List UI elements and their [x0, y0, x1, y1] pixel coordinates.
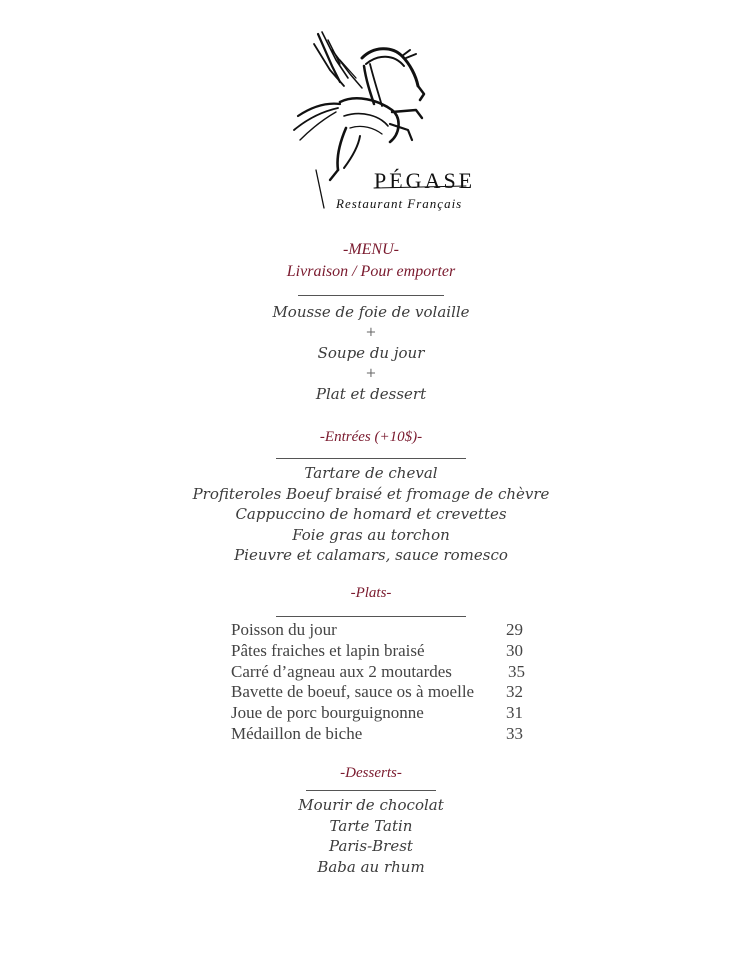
desserts-header: [0, 763, 742, 783]
desserts-list: [0, 795, 742, 877]
entree-item: Foie gras au torchon: [292, 525, 450, 544]
menu-subtitle: Livraison / Pour emporter: [286, 263, 456, 280]
plat-price: 33: [506, 723, 523, 743]
menu-item: Soupe du jour: [317, 344, 425, 362]
menu-header: [0, 240, 742, 282]
entrees-header: [0, 427, 742, 447]
plat-row: [231, 620, 531, 641]
dessert-item: Baba au rhum: [317, 857, 425, 876]
plat-name: Joue de porc bourguignonne: [231, 703, 424, 723]
plat-price: 29: [506, 620, 523, 639]
entree-item: Profiteroles Boeuf braisé et fromage de chèvre: [192, 484, 550, 503]
restaurant-tagline: Restaurant Français: [336, 196, 463, 211]
plat-price: 31: [506, 703, 523, 723]
menu-plus: +: [365, 324, 377, 340]
plat-price: 35: [508, 661, 525, 681]
entree-item: Cappuccino de homard et crevettes: [235, 505, 507, 523]
plat-row: [231, 724, 531, 745]
plat-row: [231, 682, 531, 703]
menu-plus: +: [365, 365, 377, 381]
plat-price: 30: [506, 640, 523, 660]
entrees-title: -Entrées (+10$)-: [319, 429, 423, 445]
menu-title: -MENU-: [343, 241, 399, 258]
plat-row: [231, 641, 531, 662]
menu-divider: [298, 295, 444, 296]
dessert-item: Mourir de chocolat: [298, 796, 444, 814]
plat-name: Carré d’agneau aux 2 moutardes: [231, 661, 452, 681]
plats-divider: [276, 616, 466, 617]
menu-item: Plat et dessert: [315, 385, 427, 403]
plat-price: 32: [506, 682, 523, 702]
entrees-list: [0, 463, 742, 566]
menu-list: [0, 302, 742, 405]
plat-row: [231, 662, 531, 683]
restaurant-name: PÉGASE: [374, 168, 476, 193]
entree-item: Tartare de cheval: [304, 464, 438, 482]
plat-name: Pâtes fraiches et lapin braisé: [231, 640, 425, 660]
plats-header: [0, 583, 742, 603]
plat-name: Médaillon de biche: [231, 723, 363, 743]
plat-name: Bavette de boeuf, sauce os à moelle: [231, 682, 475, 702]
plat-row: [231, 703, 531, 724]
entrees-divider: [276, 458, 466, 459]
plats-list: [231, 620, 531, 745]
plat-name: Poisson du jour: [231, 620, 337, 639]
menu-item: Mousse de foie de volaille: [272, 303, 470, 321]
dessert-item: Paris-Brest: [329, 837, 413, 855]
entree-item: Pieuvre et calamars, sauce romesco: [234, 546, 508, 564]
dessert-item: Tarte Tatin: [329, 816, 413, 835]
desserts-divider: [306, 790, 436, 791]
plats-title: -Plats-: [350, 585, 392, 601]
desserts-title: -Desserts-: [340, 765, 402, 781]
